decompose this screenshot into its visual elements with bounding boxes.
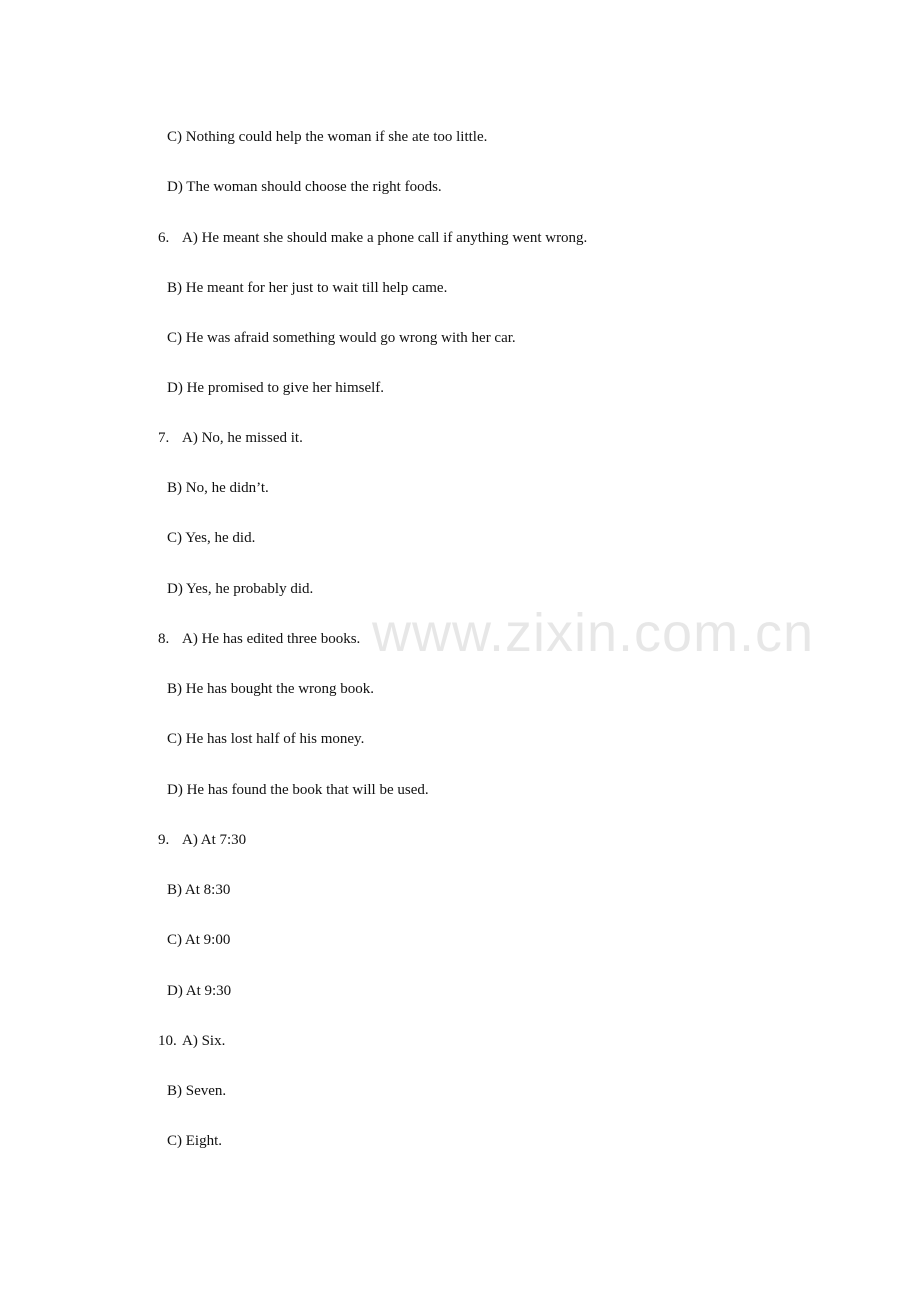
- question-number: 10.: [158, 1033, 177, 1049]
- option-6b: B) He meant for her just to wait till help came.: [167, 280, 448, 296]
- option-5c: C) Nothing could help the woman if she ate too little.: [167, 129, 488, 145]
- option-7a: A) No, he missed it.: [182, 430, 303, 446]
- question-10: [158, 1031, 225, 1051]
- question-8: [158, 629, 360, 649]
- option-8d: D) He has found the book that will be used.: [167, 782, 429, 798]
- option-9d: D) At 9:30: [167, 983, 232, 999]
- question-number: 6.: [158, 230, 170, 246]
- question-number: 8.: [158, 631, 170, 647]
- option-10c: C) Eight.: [167, 1133, 222, 1149]
- option-7c: C) Yes, he did.: [167, 530, 256, 546]
- option-10b: B) Seven.: [167, 1083, 227, 1099]
- option-6d: D) He promised to give her himself.: [167, 380, 385, 396]
- option-8b: B) He has bought the wrong book.: [167, 681, 375, 697]
- option-7d: D) Yes, he probably did.: [167, 581, 314, 597]
- option-9b: B) At 8:30: [167, 882, 231, 898]
- option-5d: D) The woman should choose the right foods.: [167, 179, 442, 195]
- option-9c: C) At 9:00: [167, 932, 231, 948]
- question-9: [158, 830, 246, 850]
- option-7b: B) No, he didn’t.: [167, 480, 269, 496]
- option-8c: C) He has lost half of his money.: [167, 731, 365, 747]
- option-10a: A) Six.: [182, 1033, 226, 1049]
- option-8a: A) He has edited three books.: [182, 631, 361, 647]
- question-number: 7.: [158, 430, 170, 446]
- option-6a: A) He meant she should make a phone call if anything went wrong.: [182, 230, 588, 246]
- option-6c: C) He was afraid something would go wrong with her car.: [167, 330, 516, 346]
- question-6: [158, 228, 587, 248]
- option-9a: A) At 7:30: [182, 832, 247, 848]
- watermark: www.zixin.com.cn: [372, 603, 815, 663]
- question-7: [158, 428, 303, 448]
- question-number: 9.: [158, 832, 170, 848]
